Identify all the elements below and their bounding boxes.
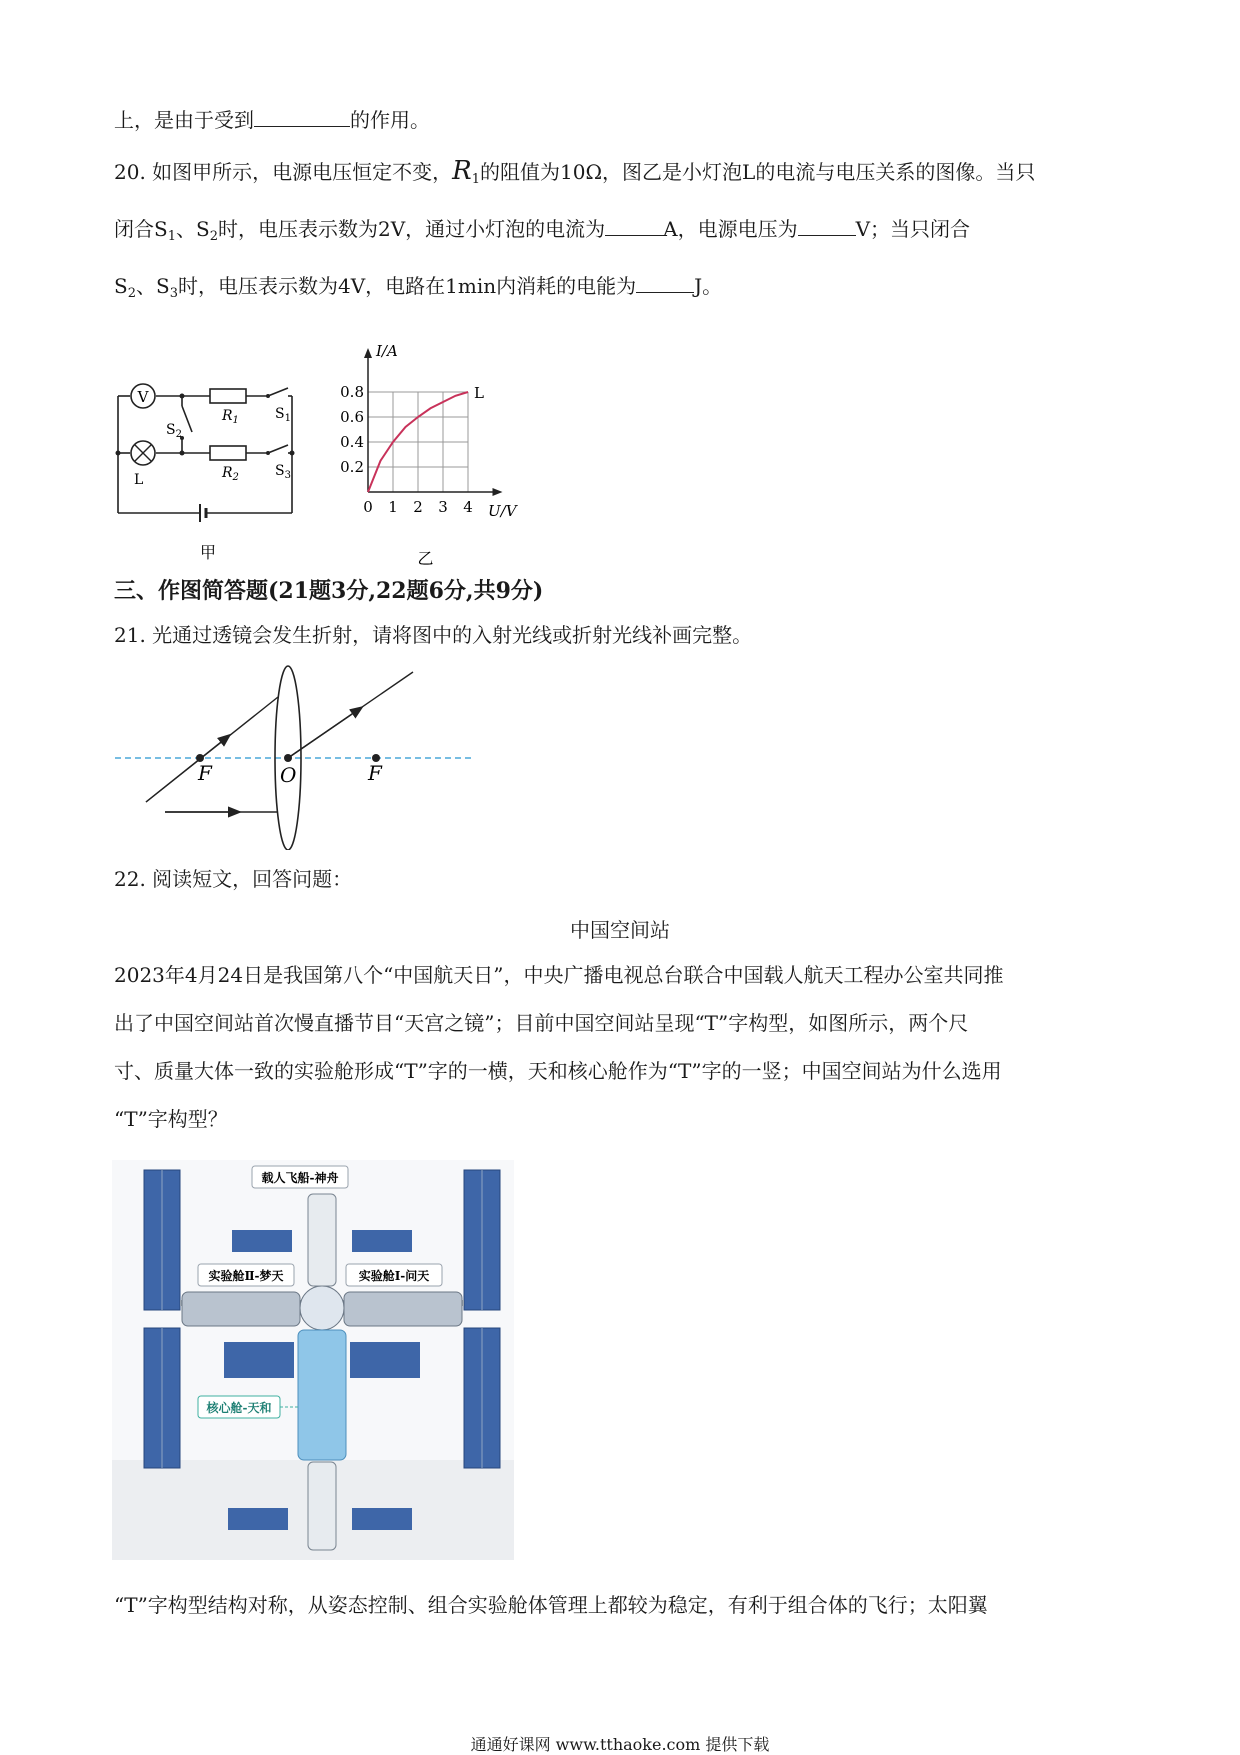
chart-caption: 乙 — [417, 549, 434, 568]
svg-text:核心舱-天和: 核心舱-天和 — [206, 1401, 272, 1415]
svg-text:O: O — [280, 763, 297, 787]
q20-line2: 闭合$S_1$、$S_2$时，电压表示数为2V，通过小灯泡的电流为 A，电源电压为 V；当只闭合 — [114, 217, 971, 244]
space-station-figure — [112, 1160, 514, 1560]
svg-text:实验舱Ⅱ-梦天: 实验舱Ⅱ-梦天 — [208, 1269, 284, 1283]
passage-line: 出了中国空间站首次慢直播节目“天宫之镜”；目前中国空间站呈现“T”字构型，如图所示，两个尺 — [114, 1011, 969, 1035]
x-tick-label: 4 — [463, 498, 473, 516]
x-tick-label: 3 — [438, 498, 448, 516]
section-heading: 三、作图简答题(21题3分,22题6分,共9分) — [114, 578, 544, 604]
q20-line1: 20. 如图甲所示，电源电压恒定不变，$R_1$的阻值为10Ω，图乙是小灯泡L的电流与电压关系的图像。当只 — [114, 156, 1036, 187]
svg-text:甲: 甲 — [199, 543, 217, 562]
footer: 通通好课网 www.tthaoke.com 提供下载 — [470, 1735, 770, 1754]
answer-blank[interactable] — [605, 215, 663, 236]
answer-blank[interactable] — [798, 215, 856, 236]
iu-chart — [330, 344, 550, 572]
svg-text:R1: $R_1$ — [222, 408, 239, 426]
answer-blank[interactable] — [636, 272, 694, 293]
q21-text: 21. 光通过透镜会发生折射，请将图中的入射光线或折射光线补画完整。 — [114, 623, 753, 647]
svg-text:S2: $S_2$ — [166, 422, 182, 440]
svg-text:F: F — [198, 761, 212, 785]
y-tick-label: 0.4 — [340, 433, 364, 451]
svg-text:L: L — [134, 472, 144, 488]
series-label: L — [474, 384, 484, 402]
x-axis-label: U/V — [488, 502, 517, 520]
svg-text:S3: $S_3$ — [275, 463, 291, 481]
svg-text:S1: $S_1$ — [275, 406, 291, 424]
passage-title: 中国空间站 — [570, 918, 670, 942]
y-tick-label: 0.8 — [340, 383, 364, 401]
y-axis-label: I/A — [376, 344, 398, 360]
svg-text:R2: $R_2$ — [222, 465, 239, 483]
x-tick-label: 1 — [388, 498, 398, 516]
svg-text:载人飞船-神舟: 载人飞船-神舟 — [261, 1171, 339, 1185]
y-tick-label: 0.6 — [340, 408, 364, 426]
circuit-diagram — [110, 368, 300, 568]
lamp-icon — [131, 441, 155, 465]
y-tick-label: 0.2 — [340, 458, 364, 476]
x-axis-arrow — [493, 488, 503, 496]
svg-text:F: F — [368, 761, 382, 785]
lens-diagram — [110, 660, 480, 850]
q22-intro: 22. 阅读短文，回答问题： — [114, 867, 353, 891]
x-tick-label: 2 — [413, 498, 423, 516]
svg-text:V: V — [137, 388, 149, 406]
q19-tail: 上，是由于受到 的作用。 — [114, 108, 430, 132]
svg-text:实验舱Ⅰ-问天: 实验舱Ⅰ-问天 — [358, 1269, 430, 1283]
y-axis-arrow — [364, 348, 372, 358]
q20-line3: $S_2$、$S_3$时，电压表示数为4V，电路在1min内消耗的电能为 J。 — [114, 274, 723, 301]
answer-blank[interactable] — [254, 106, 350, 127]
passage-line: 2023年4月24日是我国第八个“中国航天日”，中央广播电视总台联合中国载人航天工程办公室共同推 — [114, 963, 1004, 987]
passage-line: 寸、质量大体一致的实验舱形成“T”字的一横，天和核心舱作为“T”字的一竖；中国空间站为什么选用 — [114, 1059, 1002, 1083]
x-tick-label: 0 — [363, 498, 373, 516]
passage-line: “T”字构型？ — [114, 1107, 228, 1131]
passage-line: “T”字构型结构对称，从姿态控制、组合实验舱体管理上都较为稳定，有利于组合体的飞行；太阳翼 — [114, 1593, 988, 1617]
